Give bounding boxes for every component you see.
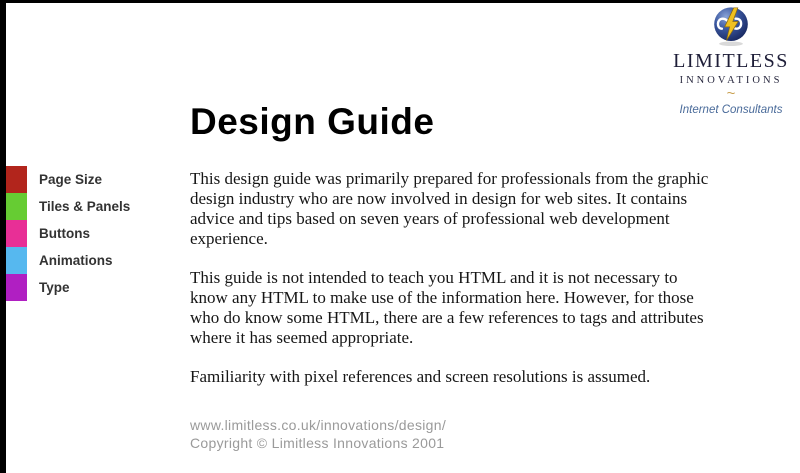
intro-paragraph: This design guide was primarily prepared for professionals from the graphic design industry who are now involved in design for web sites. It contains advice and tips based on seven years of professional web development experience. bbox=[190, 169, 709, 248]
top-black-bar bbox=[0, 0, 800, 3]
main-content bbox=[190, 101, 730, 452]
sidebar-item-buttons[interactable] bbox=[6, 220, 130, 247]
sidebar-item-label: Tiles & Panels bbox=[39, 199, 131, 214]
logo-tagline: Internet Consultants bbox=[679, 104, 783, 116]
assumptions-paragraph: Familiarity with pixel references and screen resolutions is assumed. bbox=[190, 367, 651, 386]
sidebar-item-tiles-panels[interactable] bbox=[6, 193, 130, 220]
sidebar-item-label: Type bbox=[39, 280, 70, 295]
sidebar-nav bbox=[6, 166, 130, 301]
page-footer bbox=[190, 416, 730, 452]
sidebar-item-label: Animations bbox=[39, 253, 113, 268]
tiles-panels-swatch-icon bbox=[6, 193, 27, 220]
page-title: Design Guide bbox=[190, 101, 435, 142]
page-size-swatch-icon bbox=[6, 166, 27, 193]
sidebar-item-animations[interactable] bbox=[6, 247, 130, 274]
sidebar-item-label: Page Size bbox=[39, 172, 103, 187]
animations-swatch-icon bbox=[6, 247, 27, 274]
limitless-logo[interactable] bbox=[670, 4, 792, 116]
footer-copyright: Copyright © Limitless Innovations 2001 bbox=[190, 435, 445, 451]
logo-name: LIMITLESS bbox=[673, 50, 789, 72]
sidebar-item-type[interactable] bbox=[6, 274, 130, 301]
buttons-swatch-icon bbox=[6, 220, 27, 247]
logo-tilde: ~ bbox=[726, 85, 736, 102]
footer-url: www.limitless.co.uk/innovations/design/ bbox=[190, 417, 447, 433]
html-note-paragraph: This guide is not intended to teach you HTML and it is not necessary to know any HTML to make use of the information here. However, for those who do know some HTML, there are a few references to tags and attributes where it has seemed appropriate. bbox=[190, 268, 704, 347]
globe-lightning-icon bbox=[711, 4, 751, 48]
sidebar-item-label: Buttons bbox=[39, 226, 90, 241]
sidebar-item-page-size[interactable] bbox=[6, 166, 130, 193]
logo-subname: INNOVATIONS bbox=[679, 75, 783, 86]
type-swatch-icon bbox=[6, 274, 27, 301]
